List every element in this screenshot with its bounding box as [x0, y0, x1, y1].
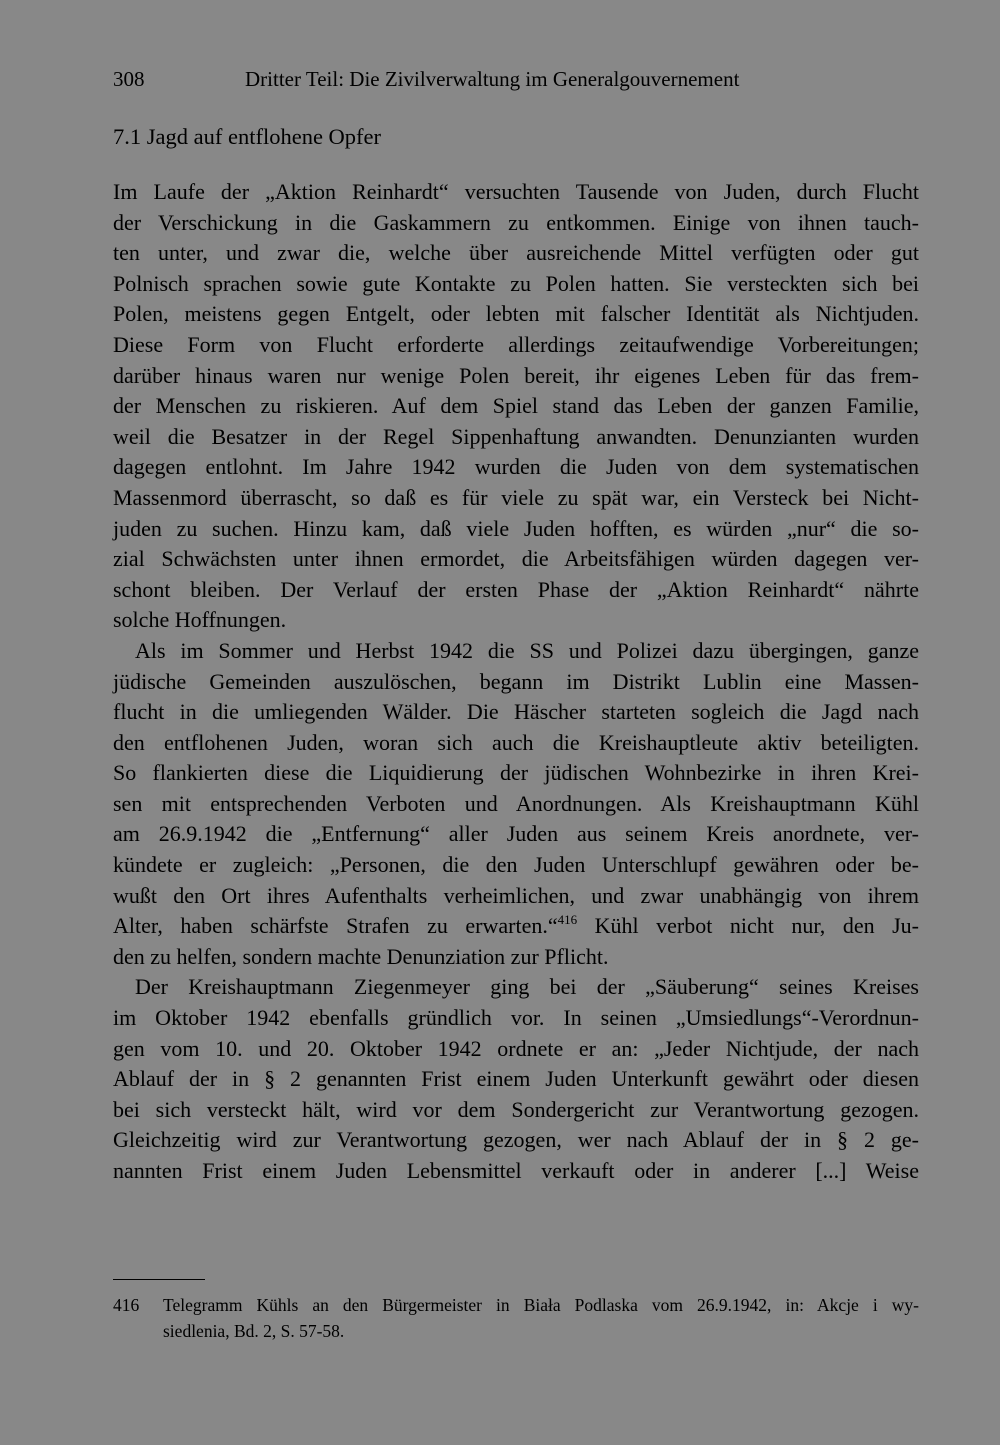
text-line: sen mit entsprechenden Verboten und Anordnungen. Als Kreishauptmann Kühl [113, 790, 919, 816]
text-segment: Alter, haben schärfste Strafen zu erwarten.“ [113, 913, 558, 939]
running-header [113, 64, 913, 94]
text-line: flucht in die umliegenden Wälder. Die Häscher starteten sogleich die Jagd nach [113, 699, 919, 725]
text-line: nannten Frist einem Juden Lebensmittel verkauft oder in anderer [...] Weise [113, 1158, 919, 1183]
text-line: Der Kreishauptmann Ziegenmeyer ging bei der „Säuberung“ seines Kreises [135, 974, 919, 1000]
text-line: Polen, meistens gegen Entgelt, oder lebten mit falscher Identität als Nichtjuden. [113, 301, 919, 327]
text-line: juden zu suchen. Hinzu kam, daß viele Juden hofften, es würden „nur“ die so- [113, 515, 919, 541]
text-line: Polnisch sprachen sowie gute Kontakte zu Polen hatten. Sie versteckten sich bei [113, 270, 919, 296]
text-line: am 26.9.1942 die „Entfernung“ aller Juden aus seinem Kreis anordnete, ver- [113, 821, 919, 847]
footnote-line [113, 1292, 919, 1318]
text-line: dagegen entlohnt. Im Jahre 1942 wurden die Juden von dem systematischen [113, 454, 919, 480]
text-line: weil die Besatzer in der Regel Sippenhaftung anwandten. Denunzianten wurden [113, 423, 919, 449]
text-line: jüdische Gemeinden auszulöschen, begann im Distrikt Lublin eine Massen- [113, 668, 919, 694]
text-line: ten unter, und zwar die, welche über ausreichende Mittel verfügten oder gut [113, 240, 919, 266]
footnote-number: 416 [113, 1295, 140, 1315]
footnote-reference: 416 [557, 912, 578, 928]
footnote-line: siedlenia, Bd. 2, S. 57-58. [163, 1321, 345, 1341]
text-line-with-footnote-ref [113, 911, 919, 942]
text-line: wußt den Ort ihres Aufenthalts verheimlichen, und zwar unabhängig von ihrem [113, 882, 919, 908]
text-line: gen vom 10. und 20. Oktober 1942 ordnete er an: „Jeder Nichtjude, der nach [113, 1035, 919, 1061]
text-line: Diese Form von Flucht erforderte allerdings zeitaufwendige Vorbereitungen; [113, 331, 919, 357]
section-heading: 7.1 Jagd auf entflohene Opfer [113, 124, 382, 149]
text-line: darüber hinaus waren nur wenige Polen bereit, ihr eigenes Leben für das frem- [113, 362, 919, 388]
text-line: im Oktober 1942 ebenfalls gründlich vor. In seinen „Umsiedlungs“-Verordnun- [113, 1005, 919, 1031]
text-line: der Menschen zu riskieren. Auf dem Spiel stand das Leben der ganzen Familie, [113, 393, 919, 419]
text-line: zial Schwächsten unter ihnen ermordet, die Arbeitsfähigen würden dagegen ver- [113, 546, 919, 572]
text-line: Als im Sommer und Herbst 1942 die SS und Polizei dazu übergingen, ganze [135, 637, 919, 663]
text-line: kündete er zugleich: „Personen, die den Juden Unterschlupf gewähren oder be- [113, 852, 919, 878]
footnote-separator [113, 1279, 205, 1280]
text-line: So flankierten diese die Liquidierung der jüdischen Wohnbezirke in ihren Krei- [113, 760, 919, 786]
text-segment: Kühl verbot nicht nur, den Ju- [577, 913, 919, 939]
text-line: bei sich versteckt hält, wird vor dem Sondergericht zur Verantwortung gezogen. [113, 1096, 919, 1122]
body-text [113, 177, 919, 1187]
text-line: Massenmord überrascht, so daß es für viele zu spät war, ein Versteck bei Nicht- [113, 484, 919, 510]
text-line: schont bleiben. Der Verlauf der ersten Phase der „Aktion Reinhardt“ nährte [113, 576, 919, 602]
footnotes [113, 1292, 919, 1344]
text-line: den zu helfen, sondern machte Denunziation zur Pflicht. [113, 943, 609, 969]
footnote-text: Telegramm Kühls an den Bürgermeister in Biała Podlaska vom 26.9.1942, in: Akcje i wy- [163, 1295, 919, 1315]
page-number: 308 [113, 67, 145, 91]
text-line: Gleichzeitig wird zur Verantwortung gezogen, wer nach Ablauf der in § 2 ge- [113, 1127, 919, 1153]
text-line: solche Hoffnungen. [113, 607, 287, 633]
running-title: Dritter Teil: Die Zivilverwaltung im Generalgouvernement [245, 67, 740, 91]
text-line: Ablauf der in § 2 genannten Frist einem Juden Unterkunft gewährt oder diesen [113, 1066, 919, 1092]
text-line: der Verschickung in die Gaskammern zu entkommen. Einige von ihnen tauch- [113, 209, 919, 235]
text-line: den entflohenen Juden, woran sich auch die Kreishauptleute aktiv beteiligten. [113, 729, 919, 755]
text-line: Im Laufe der „Aktion Reinhardt“ versuchten Tausende von Juden, durch Flucht [113, 179, 919, 204]
